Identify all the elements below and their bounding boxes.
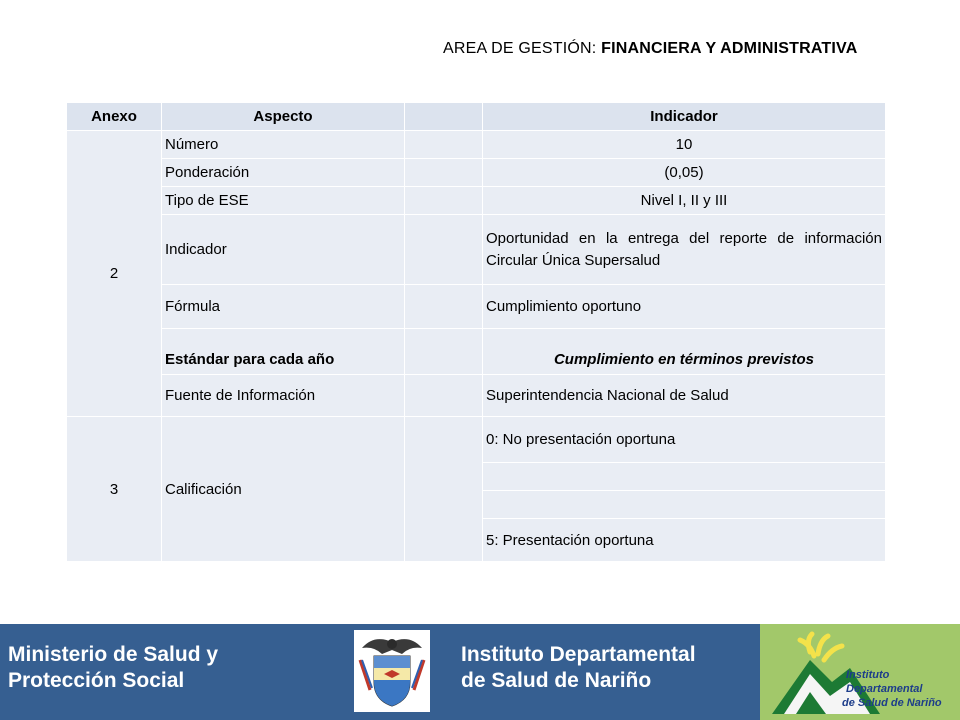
ministry-name: Ministerio de Salud y Protección Social [8,643,219,692]
table-row [67,329,886,375]
table-row [67,131,886,159]
aspecto-cell: Fuente de Información [162,375,405,417]
institute-logo-icon [770,630,950,714]
indicador-cell: Cumplimiento oportuno [483,285,886,329]
table-row [67,417,886,463]
scale-cell: 5: Presentación oportuna [483,519,886,562]
footer-banner [0,624,960,720]
table-row [67,159,886,187]
aspecto-cell: Estándar para cada año [162,329,405,375]
aspecto-cell: Calificación [162,417,405,562]
header-empty [405,103,483,131]
aspecto-cell: Ponderación [162,159,405,187]
scale-cell [483,463,886,491]
indicador-cell: (0,05) [483,159,886,187]
table-row [67,375,886,417]
indicador-cell: Superintendencia Nacional de Salud [483,375,886,417]
anexo-cell-2: 2 [67,131,162,417]
indicator-table [66,102,885,561]
colombia-coat-of-arms-icon [354,630,430,712]
area-label: AREA DE GESTIÓN: [443,40,602,57]
svg-text:Instituto: Instituto [846,669,890,681]
table-row [67,187,886,215]
indicador-cell: 10 [483,131,886,159]
indicador-cell: Nivel I, II y III [483,187,886,215]
indicador-cell: Oportunidad en la entrega del reporte de información Circular Única Supersalud [483,215,886,285]
indicador-cell: Cumplimiento en términos previstos [483,329,886,375]
anexo-cell-3: 3 [67,417,162,562]
scale-cell [483,491,886,519]
institute-logo-panel [760,624,960,720]
institute-name: Instituto Departamental de Salud de Nariño [461,643,696,692]
area-value: FINANCIERA Y ADMINISTRATIVA [601,40,858,57]
header-indicador: Indicador [483,103,886,131]
table-row [67,285,886,329]
scale-cell: 0: No presentación oportuna [483,417,886,463]
aspecto-cell: Fórmula [162,285,405,329]
header-anexo: Anexo [67,103,162,131]
aspecto-cell: Tipo de ESE [162,187,405,215]
aspecto-cell: Número [162,131,405,159]
table-header-row [67,103,886,131]
header-aspecto: Aspecto [162,103,405,131]
area-title [443,40,857,58]
aspecto-cell: Indicador [162,215,405,285]
svg-text:Departamental: Departamental [846,683,923,695]
table-row [67,215,886,285]
svg-text:de Salud de Nariño: de Salud de Nariño [842,697,942,709]
